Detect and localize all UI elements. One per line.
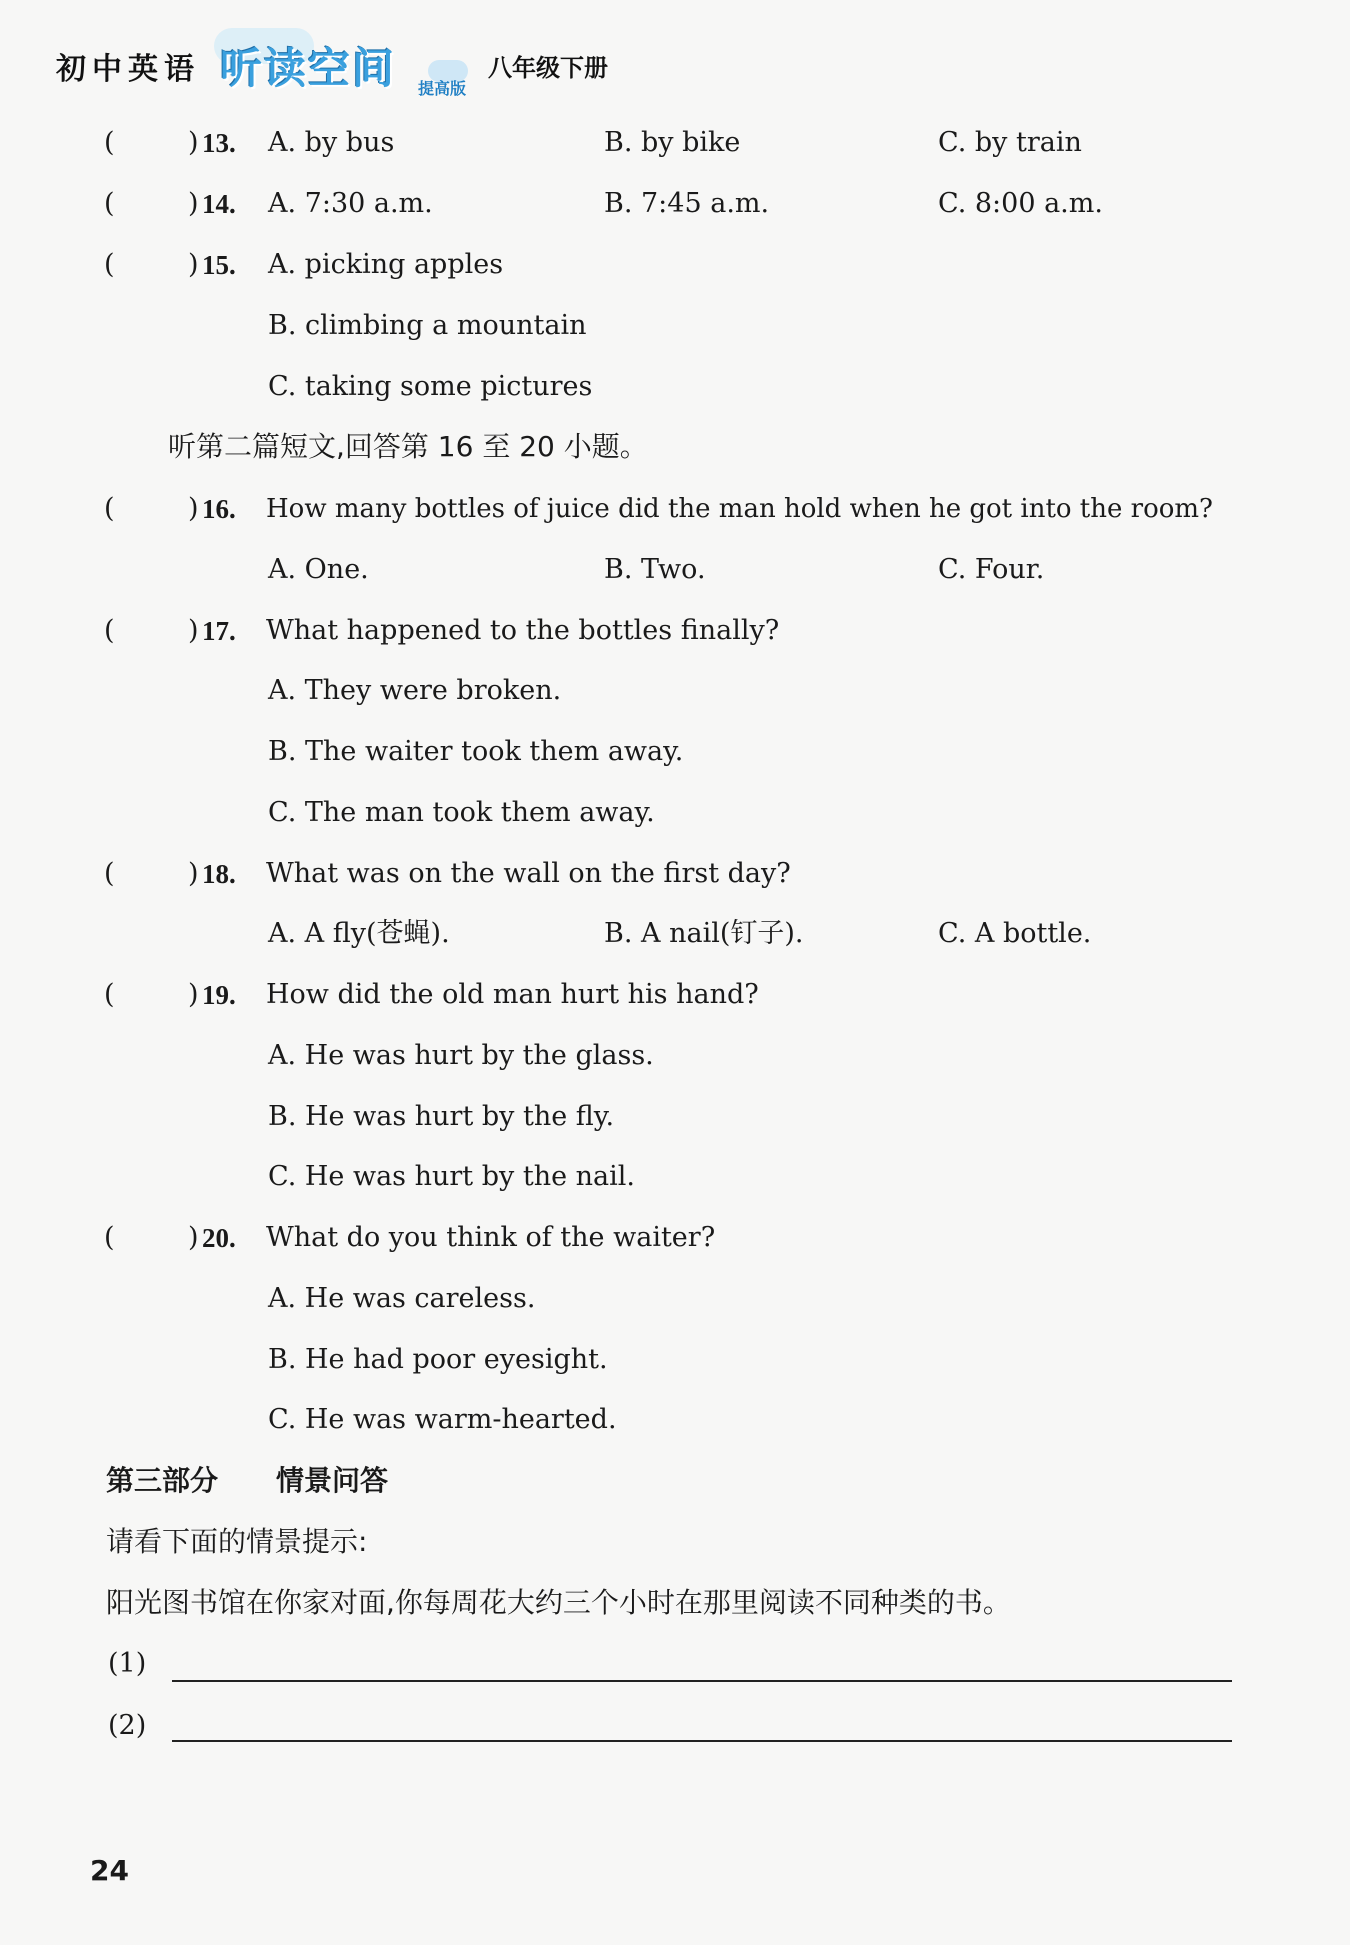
question-stem: What do you think of the waiter? bbox=[266, 1222, 716, 1253]
answer-paren-close: ) bbox=[188, 188, 199, 219]
question-number: 19. bbox=[202, 980, 236, 1010]
part3-title: 第三部分 bbox=[106, 1464, 219, 1497]
answer-paren-close: ) bbox=[188, 127, 199, 158]
option-a: A. picking apples bbox=[268, 249, 504, 280]
answer-paren-open: ( bbox=[104, 493, 115, 524]
option-c: C. taking some pictures bbox=[268, 371, 593, 402]
answer-paren-open: ( bbox=[104, 188, 115, 219]
answer-paren-close: ) bbox=[188, 249, 199, 280]
option-a: A. They were broken. bbox=[268, 675, 562, 706]
question-number: 14. bbox=[202, 189, 236, 219]
brand-logo: 听读空间 bbox=[220, 44, 397, 93]
option-b: B. by bike bbox=[604, 127, 741, 158]
option-c: C. A bottle. bbox=[938, 918, 1092, 949]
answer-paren-close: ) bbox=[188, 858, 199, 889]
question-number: 13. bbox=[202, 128, 236, 158]
prompt-label: 请看下面的情景提示: bbox=[106, 1525, 368, 1558]
answer-paren-open: ( bbox=[104, 127, 115, 158]
option-a: A. A fly(苍蝇). bbox=[268, 918, 450, 949]
option-b: B. Two. bbox=[604, 554, 706, 585]
question-number: 16. bbox=[202, 494, 236, 524]
answer-paren-close: ) bbox=[188, 979, 199, 1010]
answer-paren-close: ) bbox=[188, 493, 199, 524]
blank-label-2: (2) bbox=[108, 1710, 147, 1741]
option-a: A. He was hurt by the glass. bbox=[268, 1040, 654, 1071]
question-stem: How many bottles of juice did the man hold when he got into the room? bbox=[266, 494, 1213, 524]
question-number: 18. bbox=[202, 859, 236, 889]
answer-paren-open: ( bbox=[104, 615, 115, 646]
question-number: 17. bbox=[202, 616, 236, 646]
answer-paren-open: ( bbox=[104, 249, 115, 280]
option-b: B. climbing a mountain bbox=[268, 310, 587, 341]
blank-label-1: (1) bbox=[108, 1648, 147, 1679]
question-number: 20. bbox=[202, 1223, 236, 1253]
answer-paren-open: ( bbox=[104, 858, 115, 889]
edition-label: 提高版 bbox=[418, 79, 467, 98]
page-header bbox=[56, 28, 696, 108]
series-title: 初中英语 bbox=[56, 52, 200, 87]
option-b: B. He had poor eyesight. bbox=[268, 1344, 608, 1375]
question-stem: How did the old man hurt his hand? bbox=[266, 979, 759, 1010]
option-c: C. 8:00 a.m. bbox=[938, 188, 1103, 219]
option-c: C. He was hurt by the nail. bbox=[268, 1161, 635, 1192]
option-c: C. He was warm-hearted. bbox=[268, 1404, 617, 1435]
answer-line-1[interactable] bbox=[172, 1680, 1232, 1682]
option-b: B. The waiter took them away. bbox=[268, 736, 684, 767]
option-b: B. 7:45 a.m. bbox=[604, 188, 770, 219]
option-b: B. He was hurt by the fly. bbox=[268, 1101, 615, 1132]
option-c: C. Four. bbox=[938, 554, 1045, 585]
option-a: A. He was careless. bbox=[268, 1283, 536, 1314]
section-intro: 听第二篇短文,回答第 16 至 20 小题。 bbox=[168, 430, 648, 463]
option-b: B. A nail(钉子). bbox=[604, 918, 804, 949]
option-a: A. by bus bbox=[268, 127, 395, 158]
answer-paren-close: ) bbox=[188, 1222, 199, 1253]
part3-subtitle: 情景问答 bbox=[276, 1464, 389, 1497]
answer-paren-open: ( bbox=[104, 979, 115, 1010]
answer-paren-open: ( bbox=[104, 1222, 115, 1253]
option-a: A. 7:30 a.m. bbox=[268, 188, 433, 219]
question-stem: What happened to the bottles finally? bbox=[266, 615, 780, 646]
answer-line-2[interactable] bbox=[172, 1740, 1232, 1742]
question-number: 15. bbox=[202, 250, 236, 280]
option-c: C. The man took them away. bbox=[268, 797, 655, 828]
page-number: 24 bbox=[90, 1854, 129, 1887]
option-a: A. One. bbox=[268, 554, 369, 585]
option-c: C. by train bbox=[938, 127, 1082, 158]
question-stem: What was on the wall on the first day? bbox=[266, 858, 791, 889]
scenario-text: 阳光图书馆在你家对面,你每周花大约三个小时在那里阅读不同种类的书。 bbox=[106, 1586, 1011, 1619]
answer-paren-close: ) bbox=[188, 615, 199, 646]
grade-label: 八年级下册 bbox=[488, 54, 608, 82]
